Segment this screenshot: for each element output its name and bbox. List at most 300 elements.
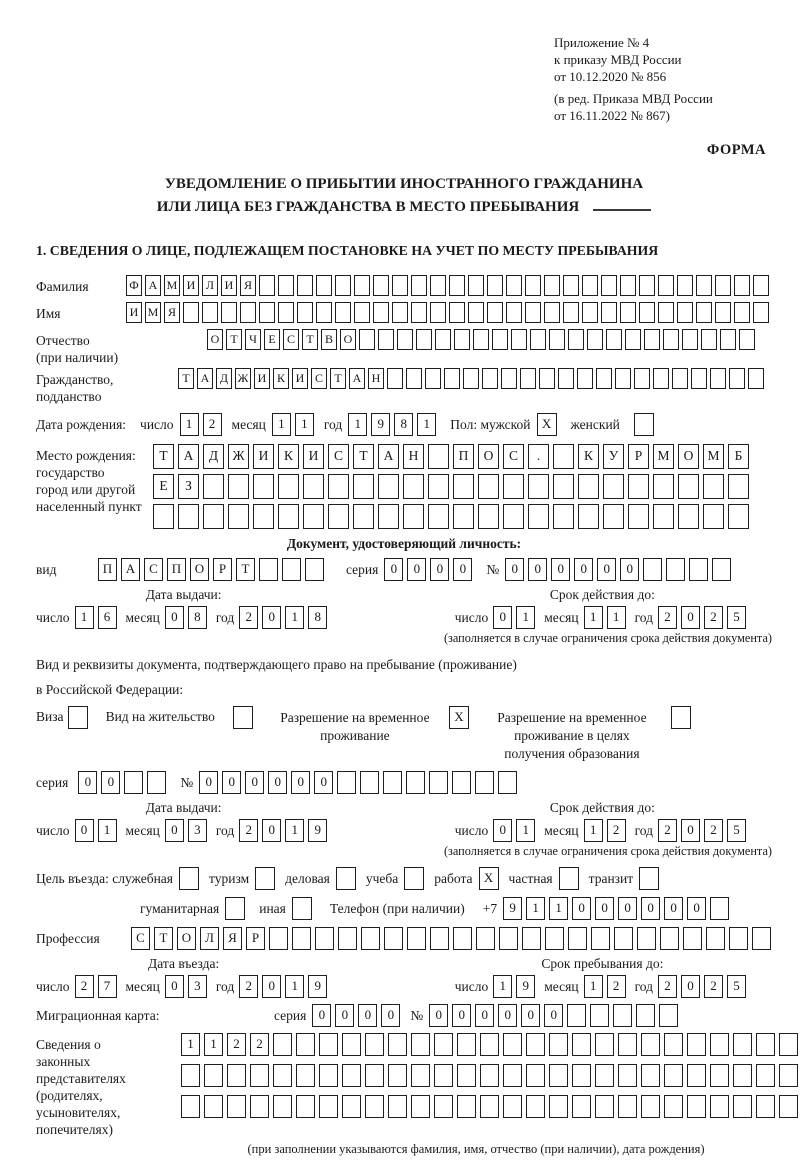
char-cell[interactable]	[315, 927, 334, 950]
char-cell[interactable]: Ж	[228, 444, 249, 469]
char-cell[interactable]: 0	[551, 558, 570, 581]
char-cell[interactable]: О	[207, 329, 223, 350]
char-cell[interactable]: Т	[226, 329, 242, 350]
char-cell[interactable]	[499, 927, 518, 950]
char-cell[interactable]	[706, 927, 725, 950]
purpose-transit-checkbox[interactable]	[639, 867, 659, 890]
char-cell[interactable]: О	[190, 558, 209, 581]
char-cell[interactable]	[353, 474, 374, 499]
char-cell[interactable]: С	[311, 368, 327, 389]
char-cell[interactable]: 1	[584, 975, 603, 998]
char-cell[interactable]	[595, 1033, 614, 1056]
char-cell[interactable]	[316, 275, 332, 296]
char-cell[interactable]	[378, 329, 394, 350]
char-cell[interactable]: 1	[516, 819, 535, 842]
char-cell[interactable]	[273, 1064, 292, 1087]
char-cell[interactable]	[628, 474, 649, 499]
char-cell[interactable]: С	[131, 927, 150, 950]
char-cell[interactable]	[278, 504, 299, 529]
char-cell[interactable]	[487, 302, 503, 323]
char-cell[interactable]	[411, 275, 427, 296]
char-cell[interactable]	[319, 1095, 338, 1118]
char-cell[interactable]: Л	[200, 927, 219, 950]
char-cell[interactable]: 0	[222, 771, 241, 794]
char-cell[interactable]	[411, 1064, 430, 1087]
char-cell[interactable]	[779, 1033, 798, 1056]
char-cell[interactable]: 1	[295, 413, 314, 436]
char-cell[interactable]	[434, 1095, 453, 1118]
char-cell[interactable]	[582, 302, 598, 323]
char-cell[interactable]: Т	[330, 368, 346, 389]
char-cell[interactable]	[430, 927, 449, 950]
char-cell[interactable]	[620, 275, 636, 296]
char-cell[interactable]	[779, 1064, 798, 1087]
char-cell[interactable]	[596, 368, 612, 389]
char-cell[interactable]	[734, 275, 750, 296]
char-cell[interactable]	[639, 302, 655, 323]
char-cell[interactable]: 0	[262, 819, 281, 842]
char-cell[interactable]: И	[254, 368, 270, 389]
char-cell[interactable]: 1	[549, 897, 568, 920]
char-cell[interactable]: Р	[213, 558, 232, 581]
char-cell[interactable]	[664, 1064, 683, 1087]
char-cell[interactable]	[221, 302, 237, 323]
char-cell[interactable]	[634, 368, 650, 389]
char-cell[interactable]	[250, 1095, 269, 1118]
char-cell[interactable]	[703, 504, 724, 529]
char-cell[interactable]	[463, 368, 479, 389]
char-cell[interactable]	[672, 368, 688, 389]
char-cell[interactable]	[153, 504, 174, 529]
char-cell[interactable]	[365, 1033, 384, 1056]
char-cell[interactable]: 0	[475, 1004, 494, 1027]
char-cell[interactable]	[342, 1064, 361, 1087]
char-cell[interactable]	[278, 275, 294, 296]
char-cell[interactable]	[328, 504, 349, 529]
char-cell[interactable]	[503, 1095, 522, 1118]
char-cell[interactable]	[659, 1004, 678, 1027]
char-cell[interactable]	[613, 1004, 632, 1027]
char-cell[interactable]	[578, 504, 599, 529]
char-cell[interactable]	[416, 329, 432, 350]
char-cell[interactable]	[365, 1095, 384, 1118]
char-cell[interactable]: 2	[658, 606, 677, 629]
char-cell[interactable]: 1	[285, 975, 304, 998]
char-cell[interactable]	[501, 368, 517, 389]
char-cell[interactable]	[296, 1064, 315, 1087]
char-cell[interactable]: К	[273, 368, 289, 389]
char-cell[interactable]: 9	[503, 897, 522, 920]
char-cell[interactable]	[480, 1064, 499, 1087]
char-cell[interactable]	[278, 474, 299, 499]
char-cell[interactable]: Р	[628, 444, 649, 469]
char-cell[interactable]: С	[144, 558, 163, 581]
char-cell[interactable]	[259, 558, 278, 581]
char-cell[interactable]	[473, 329, 489, 350]
char-cell[interactable]	[259, 275, 275, 296]
char-cell[interactable]	[428, 504, 449, 529]
char-cell[interactable]: 0	[312, 1004, 331, 1027]
char-cell[interactable]: 0	[101, 771, 120, 794]
char-cell[interactable]: И	[253, 444, 274, 469]
char-cell[interactable]	[644, 329, 660, 350]
char-cell[interactable]	[506, 275, 522, 296]
char-cell[interactable]: Д	[203, 444, 224, 469]
char-cell[interactable]	[701, 329, 717, 350]
char-cell[interactable]: О	[177, 927, 196, 950]
char-cell[interactable]	[637, 927, 656, 950]
char-cell[interactable]: 0	[574, 558, 593, 581]
char-cell[interactable]	[733, 1033, 752, 1056]
char-cell[interactable]	[204, 1095, 223, 1118]
char-cell[interactable]	[360, 771, 379, 794]
char-cell[interactable]	[457, 1095, 476, 1118]
char-cell[interactable]: И	[126, 302, 142, 323]
char-cell[interactable]	[733, 1095, 752, 1118]
char-cell[interactable]: О	[678, 444, 699, 469]
char-cell[interactable]	[696, 302, 712, 323]
char-cell[interactable]: 5	[727, 606, 746, 629]
char-cell[interactable]: 1	[516, 606, 535, 629]
char-cell[interactable]	[752, 927, 771, 950]
char-cell[interactable]	[373, 275, 389, 296]
char-cell[interactable]	[434, 1064, 453, 1087]
char-cell[interactable]: О	[478, 444, 499, 469]
char-cell[interactable]	[183, 302, 199, 323]
char-cell[interactable]	[511, 329, 527, 350]
char-cell[interactable]	[568, 329, 584, 350]
char-cell[interactable]	[411, 302, 427, 323]
char-cell[interactable]: 2	[239, 975, 258, 998]
sex-female-checkbox[interactable]	[634, 413, 654, 436]
char-cell[interactable]: 2	[239, 606, 258, 629]
char-cell[interactable]	[677, 275, 693, 296]
char-cell[interactable]: Ж	[235, 368, 251, 389]
char-cell[interactable]: Т	[236, 558, 255, 581]
char-cell[interactable]	[482, 368, 498, 389]
char-cell[interactable]	[434, 1033, 453, 1056]
char-cell[interactable]	[269, 927, 288, 950]
char-cell[interactable]	[663, 329, 679, 350]
char-cell[interactable]: 9	[308, 975, 327, 998]
char-cell[interactable]	[253, 504, 274, 529]
char-cell[interactable]	[748, 368, 764, 389]
char-cell[interactable]	[553, 474, 574, 499]
char-cell[interactable]	[712, 558, 731, 581]
char-cell[interactable]	[181, 1095, 200, 1118]
char-cell[interactable]: 0	[262, 606, 281, 629]
char-cell[interactable]	[728, 504, 749, 529]
char-cell[interactable]	[687, 1095, 706, 1118]
purpose-private-checkbox[interactable]	[559, 867, 579, 890]
char-cell[interactable]	[388, 1033, 407, 1056]
char-cell[interactable]	[480, 1033, 499, 1056]
char-cell[interactable]	[739, 329, 755, 350]
char-cell[interactable]: 0	[165, 975, 184, 998]
char-cell[interactable]: 0	[681, 819, 700, 842]
char-cell[interactable]	[203, 474, 224, 499]
char-cell[interactable]	[563, 275, 579, 296]
char-cell[interactable]: 0	[521, 1004, 540, 1027]
char-cell[interactable]: 1	[98, 819, 117, 842]
char-cell[interactable]: Ф	[126, 275, 142, 296]
char-cell[interactable]	[563, 302, 579, 323]
char-cell[interactable]	[468, 275, 484, 296]
char-cell[interactable]: И	[303, 444, 324, 469]
char-cell[interactable]	[259, 302, 275, 323]
purpose-humanitarian-checkbox[interactable]	[225, 897, 245, 920]
char-cell[interactable]	[354, 275, 370, 296]
char-cell[interactable]: Е	[153, 474, 174, 499]
char-cell[interactable]	[710, 368, 726, 389]
char-cell[interactable]	[228, 504, 249, 529]
char-cell[interactable]	[549, 1064, 568, 1087]
char-cell[interactable]	[335, 302, 351, 323]
char-cell[interactable]	[710, 1064, 729, 1087]
char-cell[interactable]: 0	[245, 771, 264, 794]
char-cell[interactable]: 0	[381, 1004, 400, 1027]
char-cell[interactable]: 2	[75, 975, 94, 998]
char-cell[interactable]	[715, 275, 731, 296]
char-cell[interactable]	[526, 1095, 545, 1118]
char-cell[interactable]	[397, 329, 413, 350]
char-cell[interactable]	[595, 1064, 614, 1087]
char-cell[interactable]: 3	[188, 975, 207, 998]
char-cell[interactable]	[595, 1095, 614, 1118]
char-cell[interactable]	[178, 504, 199, 529]
char-cell[interactable]	[453, 504, 474, 529]
char-cell[interactable]	[615, 368, 631, 389]
char-cell[interactable]: 9	[371, 413, 390, 436]
char-cell[interactable]: 2	[607, 975, 626, 998]
char-cell[interactable]: К	[278, 444, 299, 469]
char-cell[interactable]	[549, 1033, 568, 1056]
visa-checkbox[interactable]	[68, 706, 88, 729]
char-cell[interactable]	[618, 1064, 637, 1087]
char-cell[interactable]: 0	[358, 1004, 377, 1027]
char-cell[interactable]	[328, 474, 349, 499]
char-cell[interactable]: М	[703, 444, 724, 469]
char-cell[interactable]	[553, 444, 574, 469]
char-cell[interactable]	[452, 771, 471, 794]
residence-permit-checkbox[interactable]	[233, 706, 253, 729]
char-cell[interactable]: 1	[348, 413, 367, 436]
char-cell[interactable]	[403, 504, 424, 529]
char-cell[interactable]	[703, 474, 724, 499]
char-cell[interactable]: 8	[308, 606, 327, 629]
char-cell[interactable]: 7	[98, 975, 117, 998]
char-cell[interactable]	[720, 329, 736, 350]
char-cell[interactable]: Н	[368, 368, 384, 389]
purpose-work-checkbox[interactable]: X	[479, 867, 499, 890]
char-cell[interactable]: 2	[227, 1033, 246, 1056]
char-cell[interactable]	[407, 927, 426, 950]
char-cell[interactable]: 8	[394, 413, 413, 436]
char-cell[interactable]: 0	[498, 1004, 517, 1027]
char-cell[interactable]	[428, 444, 449, 469]
char-cell[interactable]	[297, 302, 313, 323]
char-cell[interactable]	[591, 927, 610, 950]
char-cell[interactable]	[353, 504, 374, 529]
char-cell[interactable]: М	[164, 275, 180, 296]
char-cell[interactable]	[316, 302, 332, 323]
char-cell[interactable]	[354, 302, 370, 323]
char-cell[interactable]: 0	[595, 897, 614, 920]
char-cell[interactable]	[278, 302, 294, 323]
char-cell[interactable]: 1	[417, 413, 436, 436]
char-cell[interactable]	[628, 504, 649, 529]
char-cell[interactable]: Я	[164, 302, 180, 323]
char-cell[interactable]	[658, 275, 674, 296]
char-cell[interactable]: 0	[505, 558, 524, 581]
char-cell[interactable]	[528, 504, 549, 529]
char-cell[interactable]: 1	[204, 1033, 223, 1056]
char-cell[interactable]	[305, 558, 324, 581]
char-cell[interactable]	[337, 771, 356, 794]
char-cell[interactable]	[253, 474, 274, 499]
char-cell[interactable]	[468, 302, 484, 323]
char-cell[interactable]	[124, 771, 143, 794]
char-cell[interactable]	[603, 504, 624, 529]
char-cell[interactable]	[664, 1033, 683, 1056]
char-cell[interactable]	[454, 329, 470, 350]
char-cell[interactable]: 5	[727, 975, 746, 998]
char-cell[interactable]: 1	[285, 819, 304, 842]
char-cell[interactable]: 0	[199, 771, 218, 794]
char-cell[interactable]	[457, 1064, 476, 1087]
char-cell[interactable]: 8	[188, 606, 207, 629]
char-cell[interactable]	[429, 771, 448, 794]
char-cell[interactable]	[392, 275, 408, 296]
char-cell[interactable]: 1	[526, 897, 545, 920]
char-cell[interactable]	[545, 927, 564, 950]
char-cell[interactable]	[689, 558, 708, 581]
char-cell[interactable]: У	[603, 444, 624, 469]
char-cell[interactable]	[618, 1095, 637, 1118]
char-cell[interactable]: К	[578, 444, 599, 469]
char-cell[interactable]: 0	[335, 1004, 354, 1027]
char-cell[interactable]	[406, 368, 422, 389]
char-cell[interactable]	[227, 1064, 246, 1087]
char-cell[interactable]: 0	[664, 897, 683, 920]
char-cell[interactable]	[273, 1033, 292, 1056]
char-cell[interactable]: 1	[584, 819, 603, 842]
char-cell[interactable]: 0	[452, 1004, 471, 1027]
char-cell[interactable]	[378, 474, 399, 499]
char-cell[interactable]	[729, 927, 748, 950]
char-cell[interactable]	[384, 927, 403, 950]
char-cell[interactable]: 1	[607, 606, 626, 629]
char-cell[interactable]	[653, 368, 669, 389]
char-cell[interactable]: А	[145, 275, 161, 296]
char-cell[interactable]	[696, 275, 712, 296]
char-cell[interactable]	[572, 1095, 591, 1118]
char-cell[interactable]	[476, 927, 495, 950]
char-cell[interactable]	[733, 1064, 752, 1087]
char-cell[interactable]: Л	[202, 275, 218, 296]
char-cell[interactable]	[297, 275, 313, 296]
char-cell[interactable]	[388, 1064, 407, 1087]
char-cell[interactable]	[181, 1064, 200, 1087]
char-cell[interactable]	[444, 368, 460, 389]
char-cell[interactable]	[503, 1064, 522, 1087]
char-cell[interactable]: 1	[493, 975, 512, 998]
char-cell[interactable]: С	[283, 329, 299, 350]
char-cell[interactable]: Т	[302, 329, 318, 350]
char-cell[interactable]: 2	[203, 413, 222, 436]
char-cell[interactable]: 0	[75, 819, 94, 842]
char-cell[interactable]	[636, 1004, 655, 1027]
char-cell[interactable]	[577, 368, 593, 389]
char-cell[interactable]	[403, 474, 424, 499]
char-cell[interactable]: 0	[597, 558, 616, 581]
char-cell[interactable]	[601, 302, 617, 323]
char-cell[interactable]	[567, 1004, 586, 1027]
char-cell[interactable]	[756, 1095, 775, 1118]
char-cell[interactable]: 0	[493, 606, 512, 629]
temp-residence-edu-checkbox[interactable]	[671, 706, 691, 729]
char-cell[interactable]: 9	[516, 975, 535, 998]
char-cell[interactable]: М	[653, 444, 674, 469]
char-cell[interactable]	[539, 368, 555, 389]
char-cell[interactable]: 2	[704, 606, 723, 629]
char-cell[interactable]	[503, 474, 524, 499]
char-cell[interactable]	[660, 927, 679, 950]
char-cell[interactable]: О	[340, 329, 356, 350]
purpose-official-checkbox[interactable]	[179, 867, 199, 890]
char-cell[interactable]: 0	[429, 1004, 448, 1027]
char-cell[interactable]: 0	[687, 897, 706, 920]
char-cell[interactable]	[544, 302, 560, 323]
char-cell[interactable]	[691, 368, 707, 389]
char-cell[interactable]	[342, 1033, 361, 1056]
char-cell[interactable]	[319, 1064, 338, 1087]
char-cell[interactable]: 0	[430, 558, 449, 581]
char-cell[interactable]	[498, 771, 517, 794]
char-cell[interactable]: 5	[727, 819, 746, 842]
char-cell[interactable]	[590, 1004, 609, 1027]
purpose-business-checkbox[interactable]	[336, 867, 356, 890]
char-cell[interactable]	[653, 474, 674, 499]
char-cell[interactable]: Я	[223, 927, 242, 950]
char-cell[interactable]	[641, 1033, 660, 1056]
char-cell[interactable]: А	[178, 444, 199, 469]
char-cell[interactable]	[525, 302, 541, 323]
char-cell[interactable]: 0	[620, 558, 639, 581]
char-cell[interactable]: 0	[262, 975, 281, 998]
char-cell[interactable]	[359, 329, 375, 350]
char-cell[interactable]: Ч	[245, 329, 261, 350]
char-cell[interactable]: А	[121, 558, 140, 581]
char-cell[interactable]	[303, 474, 324, 499]
char-cell[interactable]	[204, 1064, 223, 1087]
char-cell[interactable]: 0	[314, 771, 333, 794]
char-cell[interactable]: П	[453, 444, 474, 469]
char-cell[interactable]	[411, 1095, 430, 1118]
char-cell[interactable]: 2	[250, 1033, 269, 1056]
char-cell[interactable]	[388, 1095, 407, 1118]
char-cell[interactable]	[666, 558, 685, 581]
char-cell[interactable]: 1	[75, 606, 94, 629]
char-cell[interactable]	[641, 1095, 660, 1118]
char-cell[interactable]: Е	[264, 329, 280, 350]
char-cell[interactable]: М	[145, 302, 161, 323]
char-cell[interactable]: 0	[407, 558, 426, 581]
char-cell[interactable]	[342, 1095, 361, 1118]
char-cell[interactable]	[449, 302, 465, 323]
char-cell[interactable]	[428, 474, 449, 499]
char-cell[interactable]	[710, 1033, 729, 1056]
